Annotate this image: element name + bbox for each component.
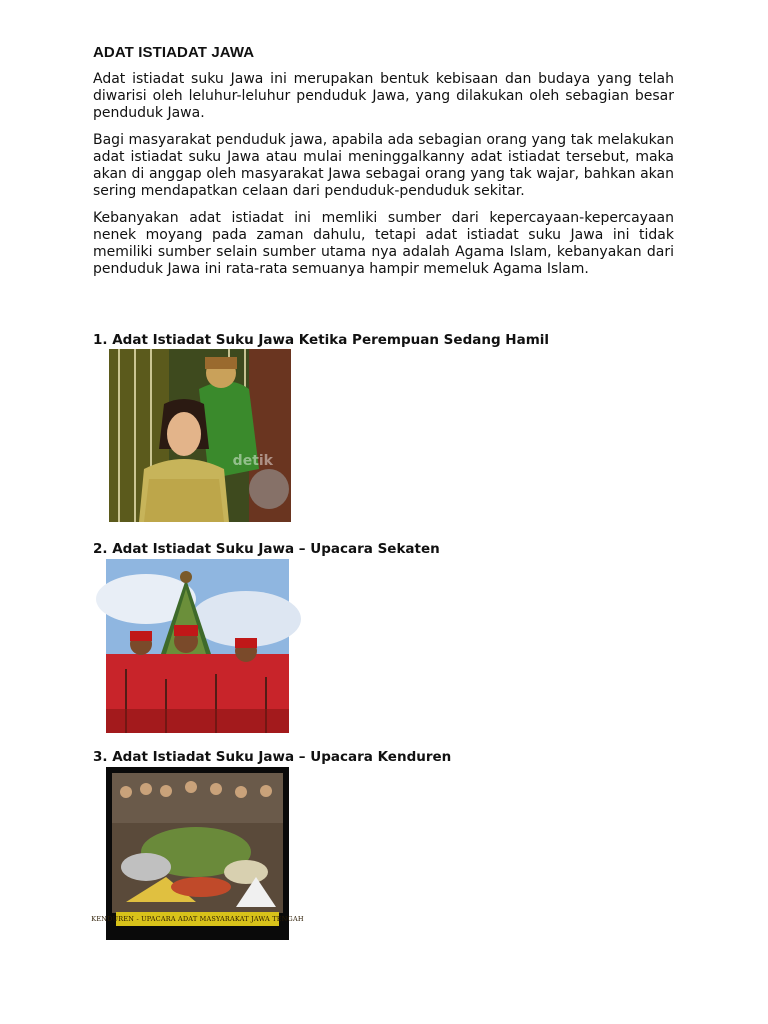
photo-sekaten-ceremony [106, 559, 289, 733]
section-heading-sekaten: 2. Adat Istiadat Suku Jawa – Upacara Sekaten [93, 541, 440, 557]
video-caption: KENDUREN - UPACARA ADAT MASYARAKAT JAWA TENGAH [116, 912, 279, 926]
photo-pregnancy-ceremony [109, 349, 291, 522]
paragraph-2: Bagi masyarakat penduduk jawa, apabila ada sebagian orang yang tak melakukan adat istiadat suku Jawa atau mulai meninggalkanny adat istiadat tersebut, maka akan di anggap oleh masyarakat Jawa sebagai orang yang tak wajar, bahkan akan sering mendapatkan celaan dari penduduk-penduduk sekitar. [93, 132, 674, 199]
section-heading-kenduren: 3. Adat Istiadat Suku Jawa – Upacara Kenduren [93, 749, 452, 765]
document-body [93, 44, 674, 288]
document-title: ADAT ISTIADAT JAWA [93, 44, 255, 61]
paragraph-1: Adat istiadat suku Jawa ini merupakan bentuk kebisaan dan budaya yang telah diwarisi oleh leluhur-leluhur penduduk Jawa, yang dilakukan oleh sebagian besar penduduk Jawa. [93, 71, 674, 121]
photo-kenduren-ceremony [91, 767, 304, 940]
section-heading-pregnancy: 1. Adat Istiadat Suku Jawa Ketika Perempuan Sedang Hamil [93, 332, 550, 348]
paragraph-3: Kebanyakan adat istiadat ini memliki sumber dari kepercayaan-kepercayaan nenek moyang pada zaman dahulu, tetapi adat istiadat suku Jawa ini tidak memiliki sumber selain sumber utama nya adalah Agama Islam, kebanyakan dari penduduk Jawa ini rata-rata semuanya hampir memeluk Agama Islam. [93, 210, 674, 277]
photo-watermark: detik [232, 453, 273, 469]
